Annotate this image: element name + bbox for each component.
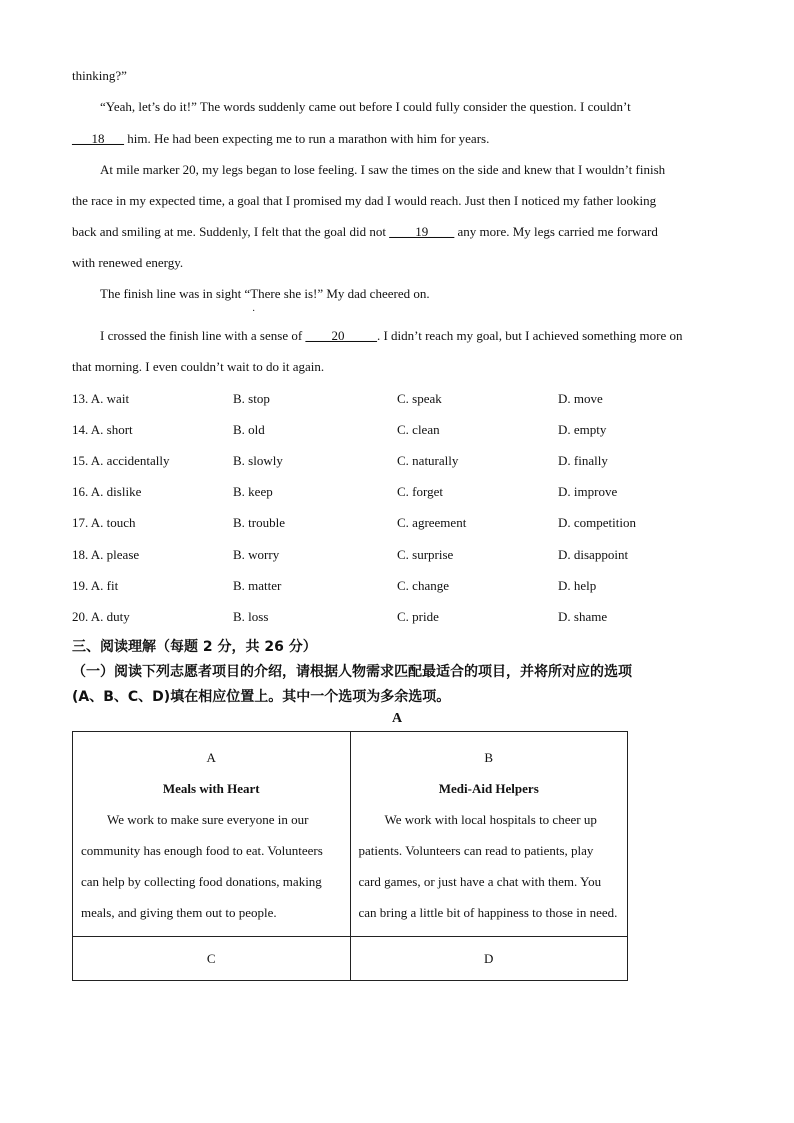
project-cell-d — [350, 937, 628, 981]
option-a: 14. A. short — [72, 422, 133, 437]
stray-dot: · — [252, 306, 256, 317]
passage-line: “Yeah, let’s do it!” The words suddenly came out before I could fully consider the question. I couldn’t — [100, 99, 631, 114]
section-instruction: (A、B、C、D)填在相应位置上。其中一个选项为多余选项。 — [72, 689, 451, 705]
project-description: We work with local hospitals to cheer up patients. Volunteers can read to patients, play card games, or just have a chat with them. You can bring a little bit of happiness to those in need. — [358, 812, 618, 920]
project-cell-b — [350, 732, 628, 937]
passage-line: The finish line was in sight “There she is!” My dad cheered on. — [100, 286, 430, 301]
option-d: D. improve — [558, 484, 618, 499]
table-row — [73, 937, 628, 981]
option-row — [72, 515, 722, 533]
option-d: D. help — [558, 578, 597, 593]
passage-line: thinking?” — [72, 68, 127, 83]
passage-line: ___18___ him. He had been expecting me to run a marathon with him for years. — [72, 131, 490, 146]
blank-18: ___18___ — [72, 131, 124, 146]
project-cell-a — [73, 732, 351, 937]
option-a: 16. A. dislike — [72, 484, 142, 499]
option-row — [72, 391, 722, 409]
option-d: D. empty — [558, 422, 607, 437]
option-row — [72, 484, 722, 502]
project-letter: B — [484, 750, 494, 765]
part-label: A — [391, 711, 403, 726]
option-a: 18. A. please — [72, 547, 140, 562]
option-c: C. speak — [397, 391, 442, 406]
option-a: 13. A. wait — [72, 391, 130, 406]
section-title: 三、阅读理解（每题 2 分，共 26 分） — [72, 639, 317, 655]
passage-line: the race in my expected time, a goal that I promised my dad I would reach. Just then I noticed my father looking — [72, 193, 657, 208]
option-b: B. slowly — [233, 453, 283, 468]
option-b: B. old — [233, 422, 265, 437]
project-letter: D — [484, 951, 494, 966]
option-a: 20. A. duty — [72, 609, 130, 624]
option-b: B. loss — [233, 609, 269, 624]
passage-line: back and smiling at me. Suddenly, I felt that the goal did not ____19____ any more. My legs carried me forward — [72, 224, 658, 239]
option-row — [72, 578, 722, 596]
passage-line: with renewed energy. — [72, 255, 184, 270]
option-row — [72, 422, 722, 440]
passage-line: I crossed the finish line with a sense of ____20_____. I didn’t reach my goal, but I achieved something more on — [100, 328, 683, 343]
option-b: B. stop — [233, 391, 270, 406]
option-d: D. competition — [558, 515, 636, 530]
option-row — [72, 547, 722, 565]
table-row — [73, 732, 628, 937]
project-description: We work to make sure everyone in our community has enough food to eat. Volunteers can help by collecting food donations, making meals, and giving them out to people. — [81, 812, 323, 920]
project-title: Medi-Aid Helpers — [438, 781, 539, 796]
blank-19: ____19____ — [389, 224, 455, 239]
option-d: D. finally — [558, 453, 608, 468]
option-c: C. forget — [397, 484, 443, 499]
section-instruction: （一）阅读下列志愿者项目的介绍，请根据人物需求匹配最适合的项目，并将所对应的选项 — [72, 664, 632, 680]
project-letter: A — [206, 750, 216, 765]
option-d: D. move — [558, 391, 603, 406]
option-row — [72, 453, 722, 471]
option-b: B. keep — [233, 484, 273, 499]
option-d: D. shame — [558, 609, 608, 624]
option-a: 19. A. fit — [72, 578, 119, 593]
project-cell-c — [73, 937, 351, 981]
option-c: C. naturally — [397, 453, 459, 468]
option-row — [72, 609, 722, 627]
option-b: B. trouble — [233, 515, 285, 530]
option-c: C. clean — [397, 422, 440, 437]
option-c: C. pride — [397, 609, 439, 624]
volunteer-table — [72, 731, 628, 981]
option-c: C. agreement — [397, 515, 467, 530]
project-letter: C — [206, 951, 216, 966]
passage-line: At mile marker 20, my legs began to lose feeling. I saw the times on the side and knew that I wouldn’t finish — [100, 162, 666, 177]
blank-20: ____20_____ — [305, 328, 377, 343]
option-c: C. change — [397, 578, 449, 593]
option-d: D. disappoint — [558, 547, 629, 562]
option-a: 17. A. touch — [72, 515, 136, 530]
option-a: 15. A. accidentally — [72, 453, 170, 468]
project-title: Meals with Heart — [162, 781, 260, 796]
option-b: B. worry — [233, 547, 280, 562]
passage-line: that morning. I even couldn’t wait to do it again. — [72, 359, 325, 374]
option-b: B. matter — [233, 578, 282, 593]
option-c: C. surprise — [397, 547, 454, 562]
